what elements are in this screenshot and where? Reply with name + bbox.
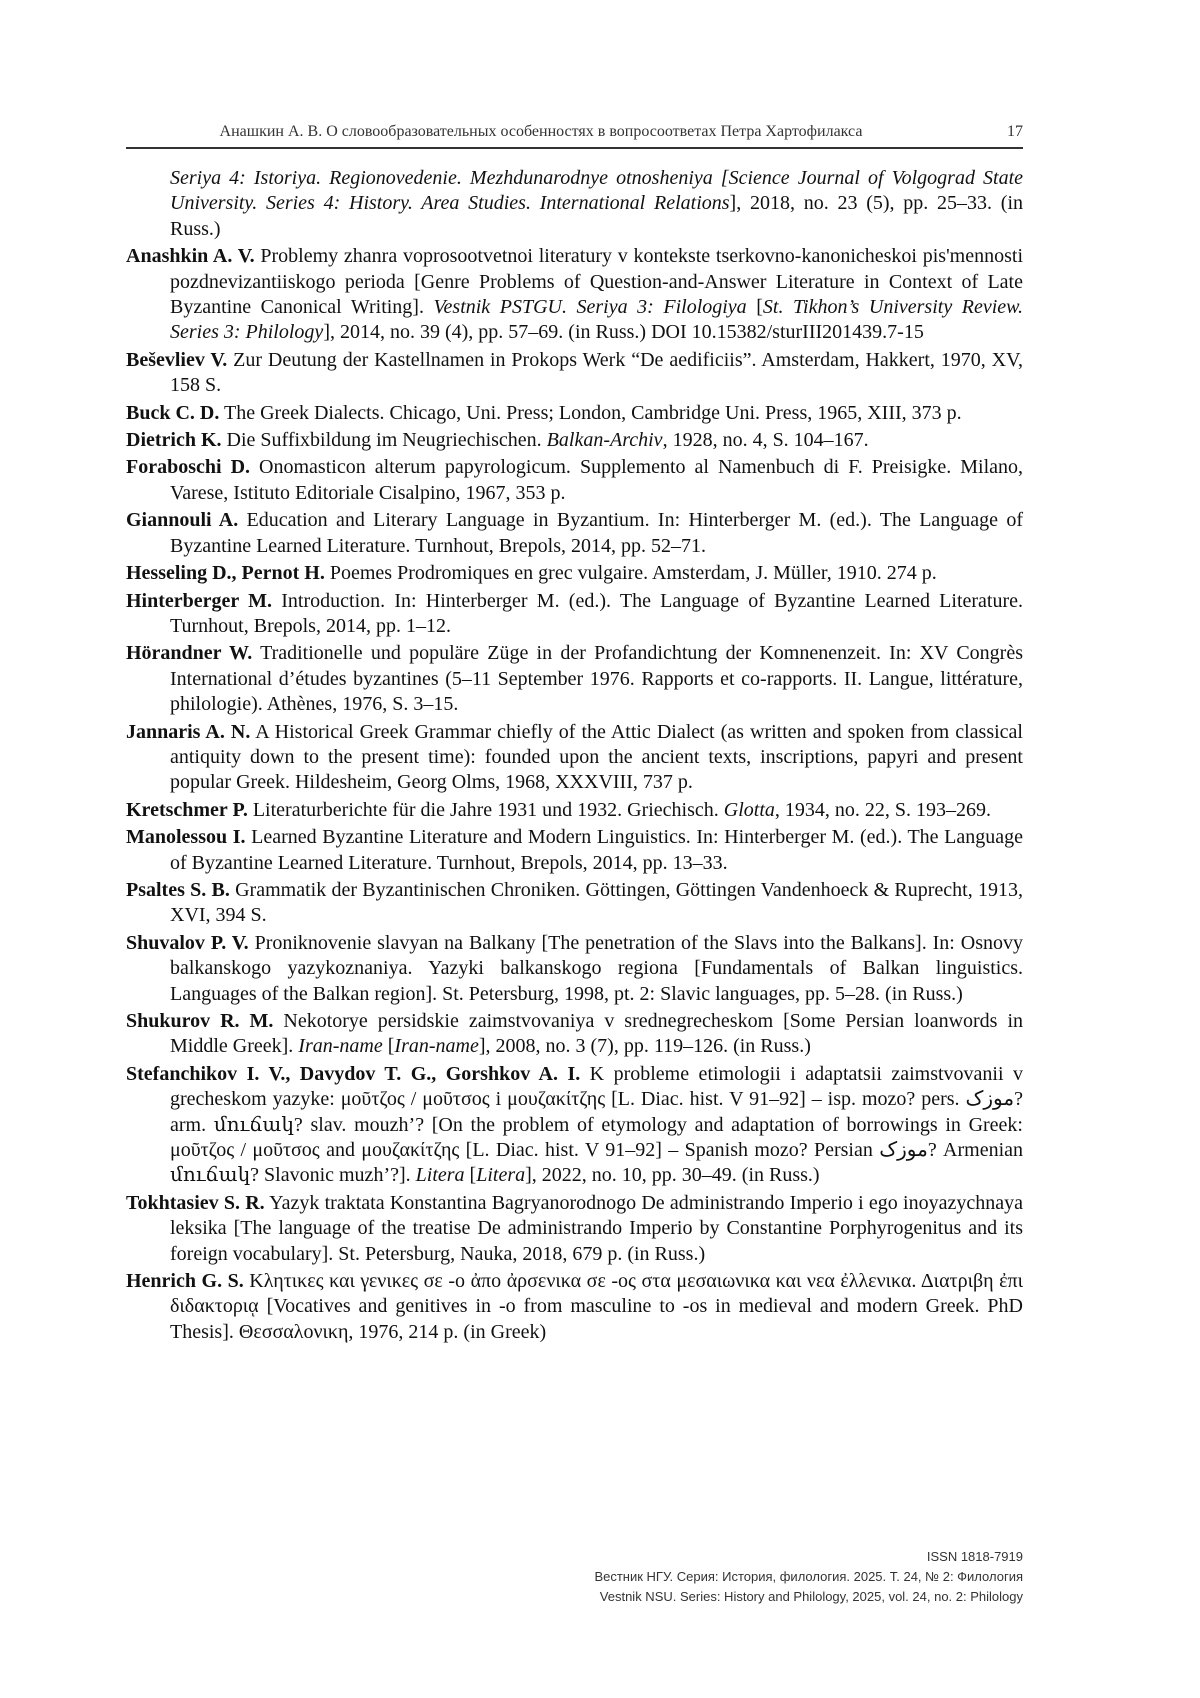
reference-text: ], 2014, no. 39 (4), pp. 57–69. (in Russ.) DOI 10.15382/sturIII201439.7-15 — [323, 321, 924, 344]
reference-entry — [126, 589, 1023, 640]
running-header — [126, 121, 1023, 149]
reference-entry — [126, 166, 1023, 242]
reference-entry — [126, 931, 1023, 1007]
reference-text: Problemy zhanra voprosootvetnoi literatury v kontekste tserkovno-kanonicheskoi pis'mennosti pozdnevizantiiskogo perioda [Genre Problems of Question-and-Answer Literature in Context of Late Byzantine Canonical Writing]. — [170, 245, 1024, 319]
reference-text: Proniknovenie slavyan na Balkany [The penetration of the Slavs into the Balkans]. In: Osnovy balkanskogo yazykoznaniya. Yazyki balkanskogo regiona [Fundamentals of Balkan linguistics. Languages of the Balkan region]. St. Petersburg, 1998, pt. 2: Slavic languages, pp. 5–28. (in Russ.) — [170, 931, 1023, 1005]
reference-italic-text: Iran-name — [394, 1035, 479, 1058]
reference-author: Tokhtasiev S. R. — [126, 1191, 265, 1214]
reference-author: Manolessou I. — [126, 826, 246, 849]
reference-author: Buck C. D. — [126, 401, 220, 424]
reference-author: Stefanchikov I. V., Davydov T. G., Gorshkov A. I. — [126, 1062, 581, 1085]
reference-author: Anashkin A. V. — [126, 245, 255, 268]
reference-entry — [126, 401, 1023, 426]
reference-text: ], 2008, no. 3 (7), pp. 119–126. (in Russ.) — [478, 1035, 811, 1058]
reference-text: ], 2018, no. 23 (5), pp. 25–33. (in Russ.) — [170, 192, 1024, 240]
reference-text: Die Suffixbildung im Neugriechischen. — [221, 429, 547, 452]
reference-author: Hinterberger M. — [126, 589, 273, 612]
reference-entry — [126, 561, 1023, 586]
reference-text: Introduction. In: Hinterberger M. (ed.). The Language of Byzantine Learned Literature. Turnhout, Brepols, 2014, pp. 1–12. — [170, 589, 1024, 637]
reference-author: Giannouli A. — [126, 509, 239, 532]
reference-entry — [126, 1009, 1023, 1060]
reference-author: Dietrich K. — [126, 429, 222, 452]
reference-text: Education and Literary Language in Byzantium. In: Hinterberger M. (ed.). The Language of Byzantine Learned Literature. Turnhout, Brepols, 2014, pp. 52–71. — [170, 509, 1024, 557]
reference-text: [ — [382, 1035, 395, 1058]
reference-author: Beševliev V. — [126, 348, 228, 371]
reference-text: Poemes Prodromiques en grec vulgaire. Amsterdam, J. Müller, 1910. 274 p. — [324, 562, 937, 585]
reference-entry — [126, 720, 1023, 796]
reference-text: [ — [464, 1164, 477, 1187]
reference-author: Jannaris A. N. — [126, 720, 251, 743]
reference-author: Psaltes S. B. — [126, 878, 230, 901]
reference-entry — [126, 428, 1023, 453]
reference-text: Grammatik der Byzantinischen Chroniken. Göttingen, Göttingen Vandenhoeck & Ruprecht, 1913, XVI, 394 S. — [170, 878, 1024, 927]
reference-author: Shukurov R. M. — [126, 1010, 274, 1032]
reference-italic-text: Litera — [415, 1164, 465, 1187]
reference-text: Traditionelle und populäre Züge in der Profandichtung der Komnenenzeit. In: XV Congrès International d’études byzantines (5–11 September 1976. Rapports et co-rapports. II. Langue, littérature, philologie). Athènes, 1976, S. 3–15. — [170, 642, 1023, 716]
reference-author: Shuvalov P. V. — [126, 931, 249, 954]
reference-entry — [126, 244, 1023, 346]
issn: ISSN 1818-7919 — [926, 1549, 1023, 1564]
reference-text: Learned Byzantine Literature and Modern Linguistics. In: Hinterberger M. (ed.). The Language of Byzantine Learned Literature. Turnhout, Brepols, 2014, pp. 13–33. — [170, 826, 1023, 874]
reference-entry — [126, 1062, 1023, 1189]
reference-text: A Historical Greek Grammar chiefly of the Attic Dialect (as written and spoken from classical antiquity down to the present time): founded upon the ancient texts, inscriptions, papyri and present popular Greek. Hildesheim, Georg Olms, 1968, XXXVIII, 737 p. — [170, 720, 1023, 794]
reference-italic-text: Seriya 4: Istoriya. Regionovedenie. Mezhdunarodnye otnosheniya [Science Journal of Volgograd State University. Series 4: History. Area Studies. International Relations — [170, 167, 1023, 215]
reference-author: Hörandner W. — [126, 642, 253, 665]
reference-entry — [126, 641, 1023, 717]
reference-author: Henrich G. S. — [126, 1270, 244, 1293]
reference-text: , 1934, no. 22, S. 193–269. — [774, 798, 992, 821]
reference-text: Onomasticon alterum papyrologicum. Supplemento al Namenbuch di F. Preisigke. Milano, Varese, Istituto Editoriale Cisalpino, 1967, 353 p. — [170, 456, 1024, 504]
reference-entry — [126, 878, 1023, 929]
reference-italic-text: Glotta — [723, 798, 775, 821]
reference-entry — [126, 455, 1023, 506]
running-title: Анашкин А. В. О словообразовательных особенностях в вопросоответах Петра Хартофилакса — [219, 123, 863, 140]
journal-line-en: Vestnik NSU. Series: History and Philology, 2025, vol. 24, no. 2: Philology — [599, 1589, 1023, 1604]
reference-author: Kretschmer P. — [126, 798, 248, 821]
journal-footer — [594, 1547, 1023, 1607]
journal-line-ru: Вестник НГУ. Серия: История, филология. 2025. Т. 24, № 2: Филология — [594, 1569, 1023, 1584]
reference-italic-text: Vestnik PSTGU. Seriya 3: Filologiya — [433, 296, 747, 319]
reference-text: K probleme etimologii i adaptatsii zaimstvovanii v grecheskom yazyke: μοῦτζος / μοῦτσος i μουζακίτζης [L. Diac. hist. V 91–92] – isp. mozo? pers. موزک? arm. մուճակ? slav. mouzh’? [On the problem of etymology and adaptation of borrowings in Greek: μοῦτζος / μοῦτσος and μουζακίτζης [L. Diac. hist. V 91–92] – Spanish mozo? Persian موزک? Armenian մուճակ? Slavonic muzh’?]. — [170, 1062, 1024, 1187]
reference-author: Hesseling D., Pernot H. — [126, 562, 325, 585]
reference-text: [ — [746, 296, 763, 319]
reference-italic-text: Iran-name — [298, 1035, 383, 1058]
reference-entry — [126, 508, 1023, 559]
reference-entry — [126, 1269, 1023, 1345]
reference-entry — [126, 798, 1023, 823]
reference-italic-text: St. Tikhon’s University Review. Series 3: Philology — [170, 296, 1024, 344]
reference-entry — [126, 1191, 1023, 1267]
reference-text: , 1928, no. 4, S. 104–167. — [662, 429, 869, 452]
reference-text: Literaturberichte für die Jahre 1931 und 1932. Griechisch. — [247, 798, 724, 821]
reference-italic-text: Balkan-Archiv — [546, 429, 663, 452]
reference-text: Nekotorye persidskie zaimstvovaniya v srednegrecheskom [Some Persian loanwords in Middle Greek]. — [170, 1010, 1024, 1058]
reference-text: The Greek Dialects. Chicago, Uni. Press; London, Cambridge Uni. Press, 1965, XIII, 373 p. — [219, 401, 962, 424]
reference-text: ], 2022, no. 10, pp. 30–49. (in Russ.) — [525, 1164, 820, 1187]
reference-entry — [126, 825, 1023, 876]
reference-text: Yazyk traktata Konstantina Bagryanorodnogo De administrando Imperio i ego inoyazychnaya leksika [The language of the treatise De administrando Imperio by Constantine Porphyrogenitus and its foreign vocabulary]. St. Petersburg, Nauka, 2018, 679 p. (in Russ.) — [170, 1191, 1023, 1265]
reference-text: Zur Deutung der Kastellnamen in Prokops Werk “De aedificiis”. Amsterdam, Hakkert, 1970, XV, 158 S. — [170, 348, 1023, 397]
reference-list — [126, 166, 1023, 1347]
reference-entry — [126, 348, 1023, 399]
reference-author: Foraboschi D. — [126, 456, 251, 479]
reference-italic-text: Litera — [476, 1164, 526, 1187]
page-number: 17 — [1007, 123, 1023, 140]
reference-text: Κλητικες και γενικες σε -ο ἀπο ἀρσενικα σε -ος στα μεσαιωνικα και νεα ἐλλενικα. Διατριβη ἐπι διδακτοριᾳ [Vocatives and genitives in -o from masculine to -os in medieval and modern Greek. PhD Thesis]. Θεσσαλονικη, 1976, 214 p. (in Greek) — [170, 1270, 1023, 1343]
